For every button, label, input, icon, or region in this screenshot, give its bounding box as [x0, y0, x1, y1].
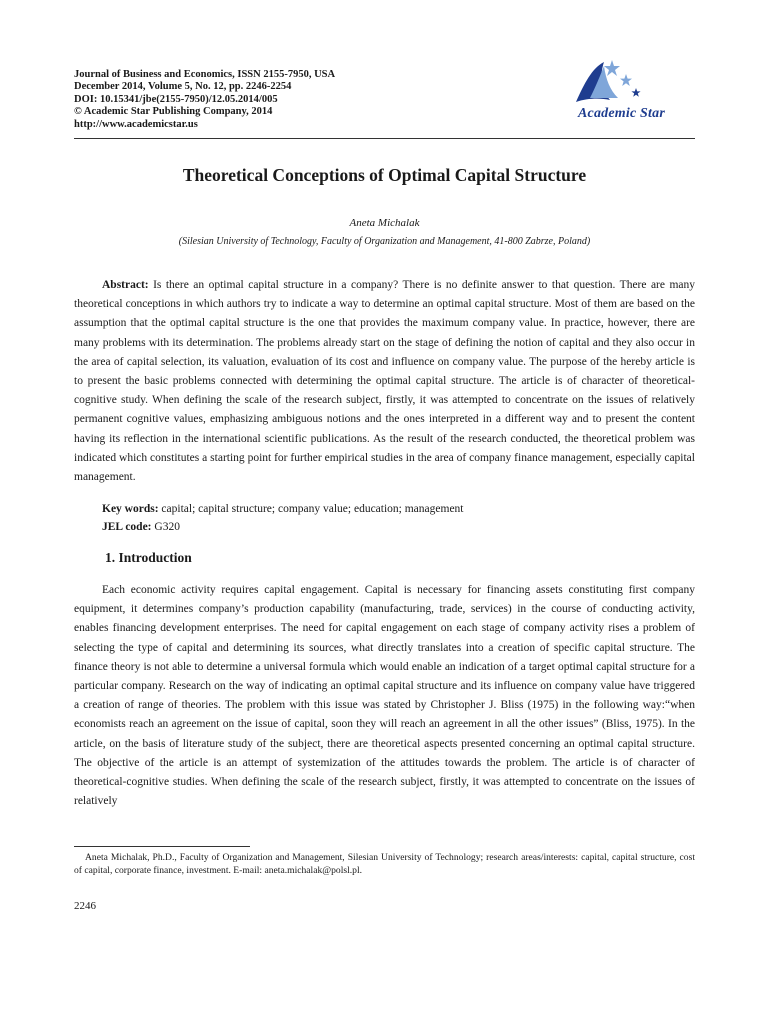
- footnote: [74, 851, 695, 877]
- jel-label: JEL code:: [102, 521, 152, 533]
- doi-line: DOI: 10.15341/jbe(2155-7950)/12.05.2014/005: [74, 93, 278, 105]
- copyright-line: © Academic Star Publishing Company, 2014: [74, 106, 273, 118]
- introduction-text: Each economic activity requires capital engagement. Capital is necessary for financing assets constituting first company equipment, it determines company’s production capability (manufacturing, trade, services) in the course of conducting activity, enables financing development enterprises. The need for capital engagement on each stage of company activity rises a problem of selecting the type of capital and determining its sources, what directly translates into a creation of specific capital structure. The finance theory is not able to determine a universal formula which would enable an indication of a target optimal capital structure for a particular company. Research on the way of indicating an optimal capital structure and its influence on company value have triggered a creation of range of theories. The problem with this issue was stated by Christopher J. Bliss (1975) in the following way:“when economists reach an agreement on the issue of capital, soon they will reach an agreement in all the other issues” (Bliss, 1975). In the article, on the basis of literature study of the subject, there are theoretical aspects presented concerning an optimal capital structure. The objective of the article is an attempt of systemization of the attitudes towards the problem. The article is of character of theoretical-cognitive studies. When defining the scale of the research subject, firstly, it was attempted to concentrate on the issues of relatively: [74, 584, 695, 808]
- author-name: Aneta Michalak: [349, 217, 420, 229]
- footnote-divider: [74, 846, 250, 847]
- keywords: [102, 501, 464, 518]
- introduction-body: [74, 581, 695, 811]
- footnote-text: Aneta Michalak, Ph.D., Faculty of Organization and Management, Silesian University of Technology; research areas/interests: capital, capital structure, cost of capital, corporate finance, investment. E-mail: aneta.michalak@polsl.pl.: [74, 852, 695, 876]
- keywords-text: capital; capital structure; company value; education; management: [161, 503, 464, 515]
- section-heading: 1. Introduction: [105, 550, 192, 565]
- url-line: http://www.academicstar.us: [74, 118, 198, 130]
- jel-code: [102, 519, 180, 536]
- jel-value: G320: [154, 521, 180, 533]
- paper-title: Theoretical Conceptions of Optimal Capital Structure: [182, 165, 587, 185]
- issue-line: December 2014, Volume 5, No. 12, pp. 2246-2254: [74, 81, 292, 93]
- author-affiliation: (Silesian University of Technology, Faculty of Organization and Management, 41-800 Zabrze, Poland): [178, 236, 591, 247]
- logo-wordmark: Academic Star: [578, 106, 665, 121]
- journal-line: Journal of Business and Economics, ISSN 2155-7950, USA: [74, 69, 336, 80]
- publisher-logo: [570, 54, 705, 130]
- keywords-label: Key words:: [102, 503, 159, 515]
- abstract: [74, 276, 695, 487]
- header-divider: [74, 138, 695, 139]
- abstract-label: Abstract:: [102, 279, 149, 291]
- journal-header: [74, 69, 574, 131]
- abstract-text: Is there an optimal capital structure in a company? There is no definite answer to that question. There are many theoretical conceptions in which authors try to indicate a way to determine an optimal capital structure. Most of them are based on the assumption that the optimal capital structure is the one that provides the maximum company value. In practice, however, there are many problems with its determination. The problems already start on the stage of defining the notion of capital and they also occur in the area of capital selection, its valuation, evaluation of its cost and influence on company value. The purpose of the hereby article is to present the basic problems connected with determining the optimal capital structure. The article is of character of theoretical-cognitive study. When defining the scale of the research subject, firstly, it was attempted to concentrate on the issues of relatively permanent cognitive values, emphasizing ambiguous notions and the ones interpreted in a different way and to present the content having its reflection in the international scientific publications. As the result of the research conducted, the theoretical problem was indicated which constitutes a starting point for further empirical studies in the area of company finance management, especially capital management.: [74, 279, 695, 484]
- page-number: 2246: [74, 900, 96, 912]
- star-swoosh-icon: [570, 54, 705, 114]
